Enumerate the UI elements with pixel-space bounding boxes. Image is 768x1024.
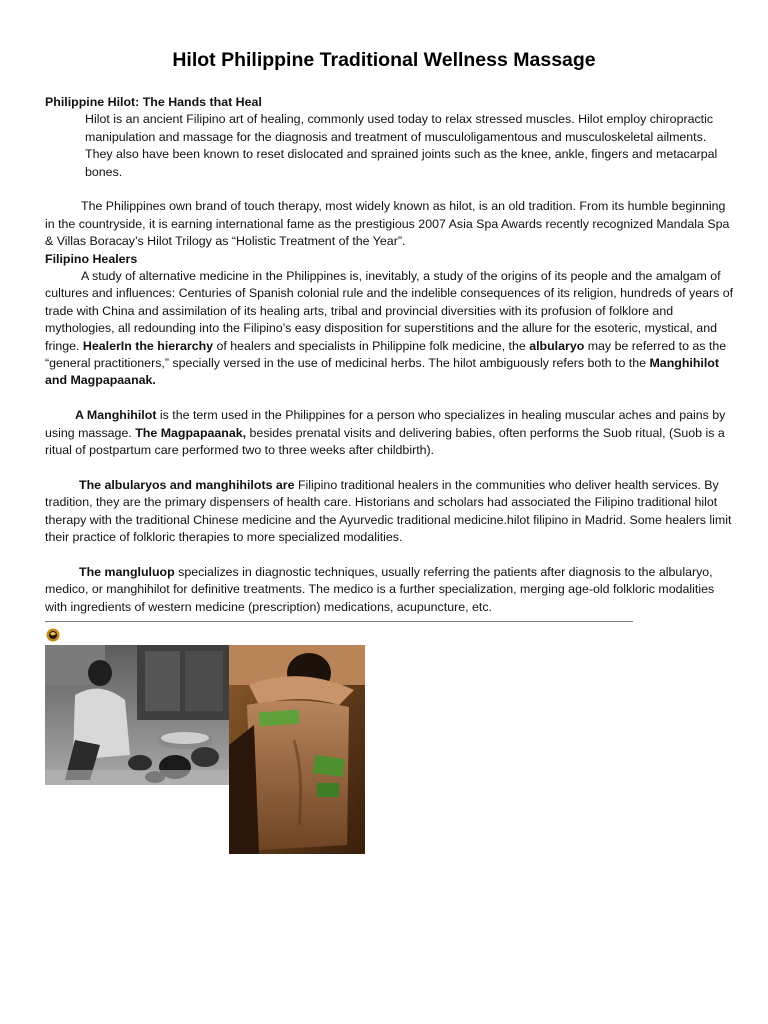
paragraph-text: The Philippines own brand of touch therapy, most widely known as hilot, is an old tradition. From its humble beginning in the countryside, it is earning international fame as the prestigious 2007 Asia Spa Awards recently recognized Mandala Spa & Villas Boracay’s Hilot Trilogy as “Holistic Treatment of the Year”. [45, 199, 730, 249]
horizontal-rule [45, 621, 633, 622]
document-body [45, 94, 735, 616]
emphasis-mangluluop: The mangluluop [79, 564, 175, 579]
emphasis-a-manghihilot: A Manghihilot [75, 408, 157, 423]
paragraph-text: of healers and specialists in Philippine folk medicine, the [213, 338, 530, 353]
paragraph-text: Hilot is an ancient Filipino art of healing, commonly used today to relax stressed muscles. Hilot employ chiropractic manipulation and massage for the diagnosis and treatment of musculoligamentous and musculoskeletal ailments. They also have been known to reset dislocated and sprained joints such as the knee, ankle, fingers and metacarpal bones. [85, 112, 718, 179]
paragraph-hilot-intro [45, 111, 735, 181]
paragraph-text: is the term used in the Philippines for a person who specializes in healing muscular aches and pains by using massage. [45, 408, 726, 440]
spa-logo-icon [46, 628, 60, 642]
paragraph-alternative-medicine [45, 268, 735, 390]
paragraph-text: besides prenatal visits and delivering babies, often performs the Suob ritual, (Suob is a ritual of postpartum care performed two to three weeks after childbirth). [45, 425, 725, 458]
emphasis-albularyo: albularyo [529, 338, 585, 353]
paragraph-text: specializes in diagnostic techniques, usually referring the patients after diagnosis to the albularyo, medico, or manghihilot for definitive treatments. The medico is a further specialization, merging age-old folkloric modalities with ingredients of western medicine (prescription) medications, acupuncture, etc. [45, 564, 715, 614]
healer-photograph [45, 645, 230, 785]
paragraph-albularyos [45, 477, 735, 547]
paragraph-manghihilot [45, 407, 735, 459]
emphasis-magpapaanak: The Magpapaanak, [135, 425, 247, 440]
paragraph-mangluluop [45, 564, 735, 616]
page-title: Hilot Philippine Traditional Wellness Massage [172, 49, 596, 71]
massage-photograph [229, 645, 365, 854]
section-heading-hands-that-heal: Philippine Hilot: The Hands that Heal [45, 95, 262, 109]
paragraph-text: A study of alternative medicine in the Philippines is, inevitably, a study of the origins of its people and the amalgam of cultures and influences: Centuries of Spanish colonial rule and the indelible consequences of its religion, hundreds of years of trade with China and assimilation of its healing arts, tribal and provincial diversities with its profusion of folklore and mythologies, all redounding into the Filipino’s easy disposition for superstitions and the allure for the esoteric, mystical, and fringe. [45, 269, 734, 353]
paragraph-touch-therapy [45, 198, 735, 250]
emphasis-manghihilot-magpapaanak: Manghihilot and Magpapaanak. [45, 356, 719, 388]
emphasis-healer-hierarchy: HealerIn the hierarchy [82, 338, 214, 353]
emphasis-albularyos-manghihilots: The albularyos and manghihilots are [79, 477, 295, 492]
paragraph-text: may be referred to as the “general practitioners,” specially versed in the use of medicinal herbs. The hilot ambiguously refers both to the [45, 338, 727, 371]
section-heading-filipino-healers: Filipino Healers [45, 251, 138, 266]
paragraph-text: Filipino traditional healers in the communities who deliver health services. By tradition, they are the primary dispensers of health care. Historians and scholars had associated the Filipino traditional hilot therapy with the traditional Chinese medicine and the Ayurvedic traditional medicine.hilot filipino in Madrid. Some healers limit their practice of folkloric therapies to more specialized modalities. [45, 477, 732, 545]
